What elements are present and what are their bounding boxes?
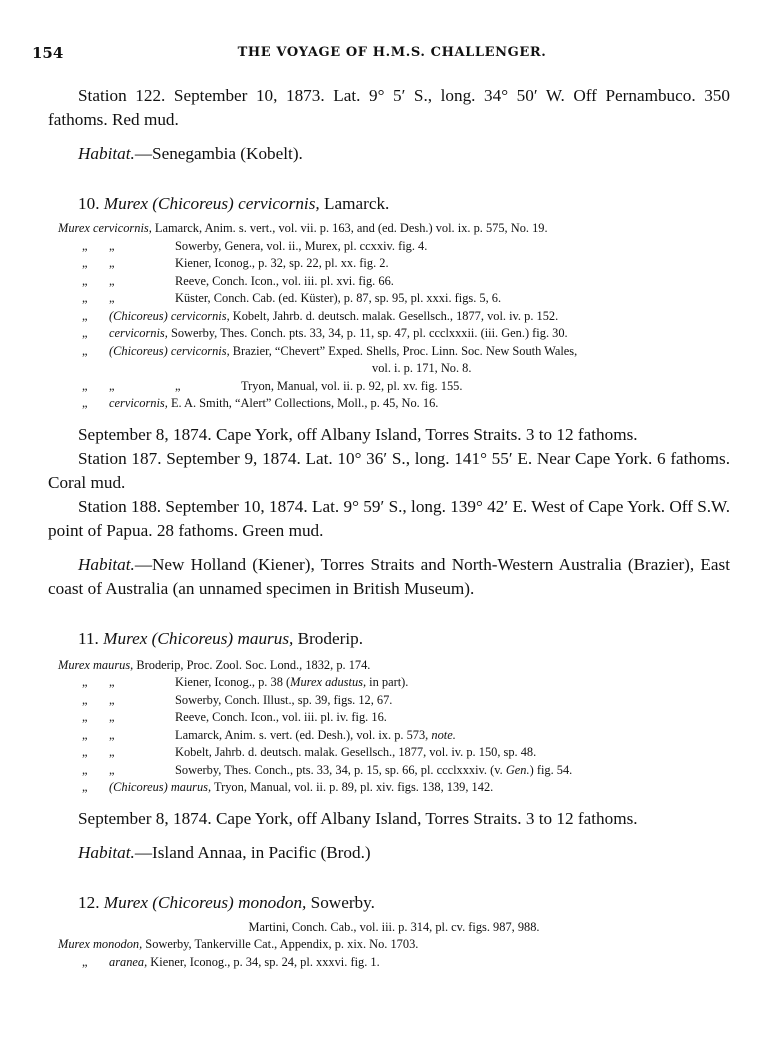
ditto-mark: „	[109, 238, 115, 253]
reference-line	[58, 325, 730, 343]
species-genus: Murex	[103, 628, 148, 648]
species-epithet: monodon,	[238, 892, 307, 912]
ditto-mark: „	[82, 273, 88, 288]
ditto-mark: „	[82, 343, 88, 358]
ditto-mark: „	[82, 780, 88, 794]
ditto-mark: „	[82, 710, 88, 724]
citation-tail: ) fig. 54.	[529, 762, 573, 777]
habitat-text: —Island Annaa, in Pacific (Brod.)	[134, 842, 371, 862]
reference-line	[58, 657, 730, 675]
species-11-heading	[48, 627, 730, 651]
ditto-mark: „	[82, 762, 88, 777]
citation-text: Kiener, Iconog., p. 38 (	[175, 675, 291, 689]
species-subgenus: (Chicoreus)	[151, 628, 234, 648]
ditto-mark: „	[82, 378, 88, 393]
citation-text: Sowerby, Tankerville Cat., Appendix, p. xix. No. 1703.	[142, 937, 419, 951]
species-number: 12.	[78, 892, 100, 912]
ditto-mark: „	[109, 727, 115, 742]
citation-text: Reeve, Conch. Icon., vol. iii. pl. iv. fig. 16.	[175, 710, 387, 724]
habitat-text: —Senegambia (Kobelt).	[134, 144, 303, 163]
reference-line	[58, 674, 730, 692]
ditto-mark: „	[82, 727, 88, 742]
habitat-label: Habitat.	[78, 842, 135, 862]
species-11-synonymy	[58, 657, 730, 797]
reference-line	[58, 395, 730, 413]
citation-text: Tryon, Manual, vol. ii. p. 92, pl. xv. fig. 155.	[241, 378, 463, 393]
reference-line	[58, 290, 730, 308]
page-header	[32, 44, 752, 64]
ditto-mark: „	[109, 291, 115, 305]
taxon-name: Murex cervicornis,	[58, 221, 152, 235]
ditto-mark: „	[82, 238, 88, 253]
citation-text: Sowerby, Conch. Illust., sp. 39, figs. 12, 67.	[175, 692, 393, 707]
habitat-label: Habitat.	[78, 554, 135, 574]
ditto-mark: „	[82, 675, 88, 689]
citation-text: Tryon, Manual, vol. ii. p. 89, pl. xiv. figs. 138, 139, 142.	[211, 780, 494, 794]
station-188: Station 188. September 10, 1874. Lat. 9° 59′ S., long. 139° 42′ E. West of Cape York. Off S.W. point of Papua. 28 fathoms. Green mud.	[48, 496, 730, 540]
ditto-mark: „	[82, 396, 88, 410]
citation-italic: Murex adustus,	[290, 675, 367, 689]
reference-line	[58, 273, 730, 291]
reference-line	[58, 709, 730, 727]
ditto-mark: „	[82, 954, 88, 969]
species-10-heading	[48, 192, 730, 216]
species-10-synonymy	[58, 220, 730, 413]
reference-line	[58, 378, 730, 396]
species-author: Broderip.	[297, 628, 364, 648]
page-body	[48, 84, 730, 971]
taxon-name: (Chicoreus) maurus,	[109, 780, 212, 794]
ditto-mark: „	[109, 745, 115, 759]
page-number: 154	[32, 44, 64, 62]
species-subgenus: (Chicoreus)	[152, 892, 234, 912]
citation-italic: note.	[431, 727, 456, 742]
ditto-mark: „	[109, 675, 115, 689]
taxon-name: cervicornis,	[109, 396, 168, 410]
species-genus: Murex	[103, 194, 148, 213]
ditto-mark: „	[109, 273, 115, 288]
ditto-mark: „	[82, 692, 88, 707]
reference-line	[58, 220, 730, 238]
reference-line	[58, 936, 730, 954]
citation-text: Reeve, Conch. Icon., vol. iii. pl. xvi. fig. 66.	[175, 273, 394, 288]
citation-text: Martini, Conch. Cab., vol. iii. p. 314, pl. cv. figs. 987, 988.	[248, 919, 540, 934]
citation-text: Sowerby, Genera, vol. ii., Murex, pl. ccxxiv. fig. 4.	[175, 238, 428, 253]
ditto-mark: „	[109, 710, 115, 724]
species-author: Lamarck.	[323, 194, 390, 213]
habitat-new-holland	[48, 553, 730, 601]
citation-text: Sowerby, Thes. Conch. pts. 33, 34, p. 11, sp. 47, pl. ccclxxxii. (iii. Gen.) fig. 30.	[167, 326, 568, 340]
species-subgenus: (Chicoreus)	[152, 194, 234, 213]
station-122: Station 122. September 10, 1873. Lat. 9° 5′ S., long. 34° 50′ W. Off Pernambuco. 350 fathoms. Red mud.	[48, 86, 730, 129]
reference-line	[58, 343, 730, 378]
habitat-label: Habitat.	[78, 144, 135, 163]
species-author: Sowerby.	[310, 892, 375, 912]
station-187: Station 187. September 9, 1874. Lat. 10° 36′ S., long. 141° 55′ E. Near Cape York. 6 fathoms. Coral mud.	[48, 448, 730, 492]
reference-line	[58, 308, 730, 326]
citation-text: Kiener, Iconog., p. 34, sp. 24, pl. xxxvi. fig. 1.	[147, 954, 380, 969]
reference-line	[58, 762, 730, 780]
species-number: 11.	[78, 628, 99, 648]
citation-text: Brazier, “Chevert” Exped. Shells, Proc. Linn. Soc. New South Wales,	[229, 343, 578, 358]
ditto-mark: „	[82, 745, 88, 759]
ditto-mark: „	[175, 378, 181, 393]
species-epithet: cervicornis,	[238, 194, 320, 213]
species-12-heading	[48, 891, 730, 915]
reference-line	[58, 238, 730, 256]
citation-text: Kobelt, Jahrb. d. deutsch. malak. Gesellsch., 1877, vol. iv. p. 150, sp. 48.	[175, 745, 537, 759]
ditto-mark: „	[82, 308, 88, 323]
ditto-mark: „	[109, 378, 115, 393]
taxon-name: cervicornis,	[109, 326, 168, 340]
running-title: THE VOYAGE OF H.M.S. CHALLENGER.	[237, 45, 547, 60]
species-12-synonymy	[58, 919, 730, 972]
reference-line	[58, 692, 730, 710]
reference-line	[58, 727, 730, 745]
citation-text: Sowerby, Thes. Conch., pts. 33, 34, p. 15, sp. 66, pl. ccclxxxiv. (v.	[175, 762, 506, 777]
ditto-mark: „	[82, 326, 88, 340]
taxon-name: Murex monodon,	[58, 937, 143, 951]
species-epithet: maurus,	[237, 628, 294, 648]
locality-sep-8-a: September 8, 1874. Cape York, off Albany Island, Torres Straits. 3 to 12 fathoms.	[78, 424, 638, 444]
ditto-mark: „	[82, 256, 88, 270]
citation-text: Kiener, Iconog., p. 32, sp. 22, pl. xx. fig. 2.	[175, 256, 389, 270]
taxon-name: Murex maurus,	[58, 657, 134, 672]
citation-text: E. A. Smith, “Alert” Collections, Moll., p. 45, No. 16.	[167, 396, 439, 410]
citation-text: Broderip, Proc. Zool. Soc. Lond., 1832, p. 174.	[133, 657, 371, 672]
taxon-name: (Chicoreus) cervicornis,	[109, 308, 230, 323]
reference-line	[58, 744, 730, 762]
reference-line	[58, 255, 730, 273]
locality-sep-8-b: September 8, 1874. Cape York, off Albany Island, Torres Straits. 3 to 12 fathoms.	[78, 808, 638, 828]
habitat-text: —New Holland (Kiener), Torres Straits and North-Western Australia (Brazier), East coast of Australia (an unnamed specimen in British Museum).	[48, 554, 730, 598]
citation-text: Küster, Conch. Cab. (ed. Küster), p. 87, sp. 95, pl. xxxi. figs. 5, 6.	[175, 291, 502, 305]
citation-text: Lamarck, Anim. s. vert., vol. vii. p. 163, and (ed. Desh.) vol. ix. p. 575, No. 19.	[151, 221, 548, 235]
reference-line	[58, 919, 730, 937]
citation-italic: Gen.	[505, 762, 530, 777]
reference-line	[58, 954, 730, 972]
citation-text: Lamarck, Anim. s. vert. (ed. Desh.), vol. ix. p. 573,	[175, 727, 432, 742]
citation-text: Kobelt, Jahrb. d. deutsch. malak. Gesellsch., 1877, vol. iv. p. 152.	[229, 308, 559, 323]
habitat-senegambia	[48, 142, 730, 166]
species-genus: Murex	[103, 892, 148, 912]
taxon-name: aranea,	[109, 954, 148, 969]
ditto-mark: „	[82, 291, 88, 305]
ditto-mark: „	[109, 692, 115, 707]
citation-tail: in part).	[366, 675, 409, 689]
citation-continuation: vol. i. p. 171, No. 8.	[372, 361, 472, 375]
ditto-mark: „	[109, 256, 115, 270]
taxon-name: (Chicoreus) cervicornis,	[109, 343, 230, 358]
species-number: 10.	[78, 194, 100, 213]
reference-line	[58, 779, 730, 797]
habitat-island-annaa	[48, 841, 730, 865]
ditto-mark: „	[109, 762, 115, 777]
